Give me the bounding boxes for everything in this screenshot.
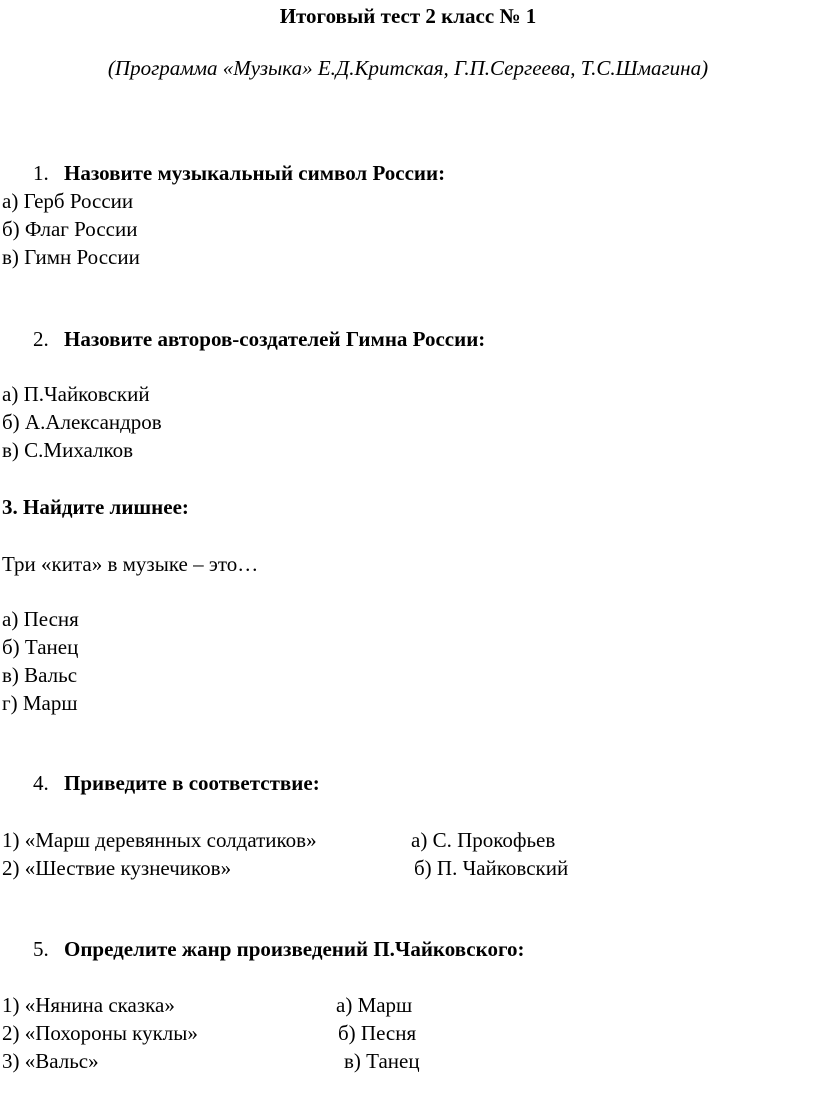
question-5-right-a: а) Марш: [336, 993, 413, 1017]
question-1-text: Назовите музыкальный символ России:: [64, 161, 446, 185]
question-2-option-c: в) С.Михалков: [2, 438, 134, 462]
question-4-left-2: 2) «Шествие кузнечиков»: [2, 856, 232, 880]
question-2-text: Назовите авторов-создателей Гимна России:: [64, 327, 486, 351]
question-5: [33, 939, 524, 960]
question-3-option-c: в) Вальс: [2, 663, 78, 687]
question-3-option-a: а) Песня: [2, 607, 79, 631]
question-4-left-1: 1) «Марш деревянных солдатиков»: [2, 828, 317, 852]
test-title: Итоговый тест 2 класс № 1: [279, 4, 537, 28]
question-1-option-a: а) Герб России: [2, 189, 134, 213]
question-4-right-a: а) С. Прокофьев: [411, 828, 556, 852]
question-3-option-d: г) Марш: [2, 691, 78, 715]
question-4: [33, 773, 320, 794]
question-5-text: Определите жанр произведений П.Чайковского:: [64, 937, 525, 961]
question-5-right-c: в) Танец: [344, 1049, 420, 1073]
question-4-text: Приведите в соответствие:: [64, 771, 320, 795]
question-2: [33, 329, 485, 350]
question-2-number: 2.: [33, 327, 49, 351]
question-1-option-b: б) Флаг России: [2, 217, 138, 241]
question-2-option-a: а) П.Чайковский: [2, 382, 150, 406]
question-3-prompt: Три «кита» в музыке – это…: [2, 552, 259, 576]
question-5-right-b: б) Песня: [338, 1021, 417, 1045]
question-1: [33, 163, 445, 184]
question-3-text: 3. Найдите лишнее:: [2, 495, 189, 519]
question-5-left-3: 3) «Вальс»: [2, 1049, 99, 1073]
program-subtitle: (Программа «Музыка» Е.Д.Критская, Г.П.Сергеева, Т.С.Шмагина): [107, 56, 709, 80]
question-1-number: 1.: [33, 161, 49, 185]
question-2-option-b: б) А.Александров: [2, 410, 162, 434]
question-1-option-c: в) Гимн России: [2, 245, 140, 269]
question-5-number: 5.: [33, 937, 49, 961]
question-4-number: 4.: [33, 771, 49, 795]
question-5-left-2: 2) «Похороны куклы»: [2, 1021, 198, 1045]
question-4-right-b: б) П. Чайковский: [414, 856, 569, 880]
question-3-option-b: б) Танец: [2, 635, 79, 659]
question-5-left-1: 1) «Нянина сказка»: [2, 993, 175, 1017]
